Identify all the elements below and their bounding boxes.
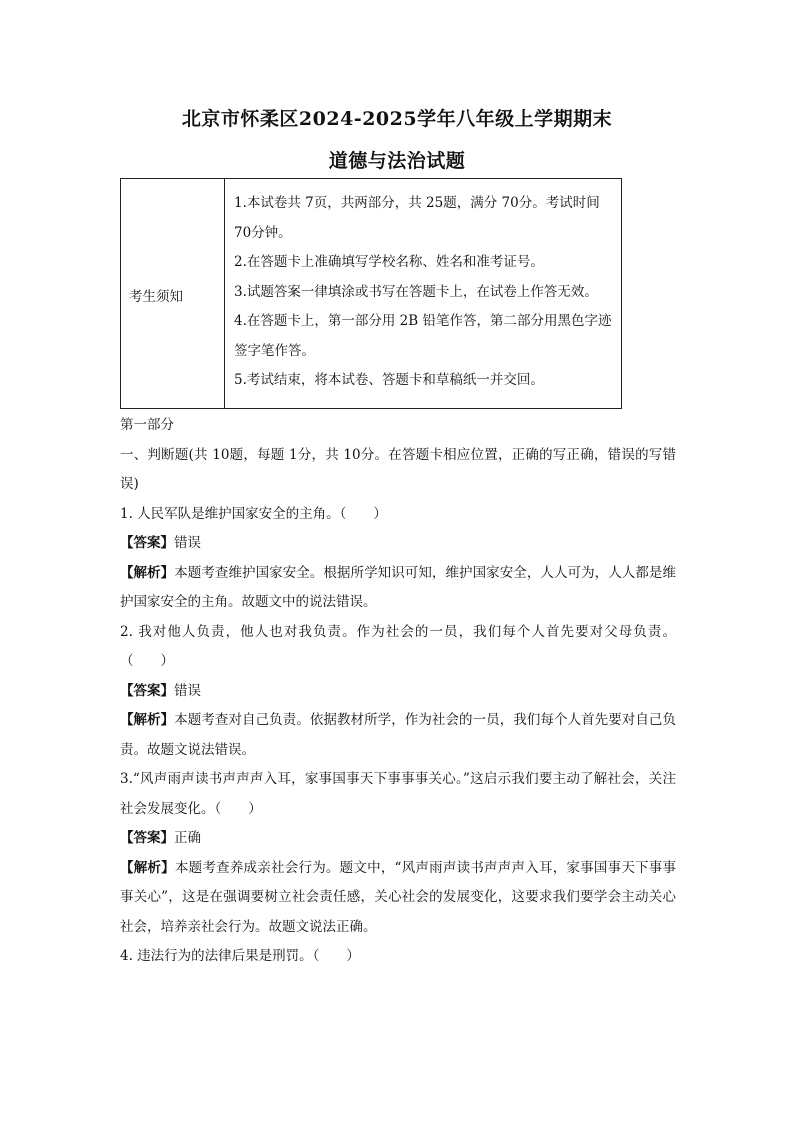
analysis-line bbox=[120, 854, 676, 943]
answer-line bbox=[120, 677, 676, 707]
answer-value: 错误 bbox=[174, 535, 201, 551]
notice-item: 1.本试卷共 7页，共两部分，共 25题，满分 70分。考试时间 70分钟。 bbox=[234, 195, 600, 241]
analysis-label: 【解析】 bbox=[120, 564, 175, 581]
answer-label: 【答案】 bbox=[120, 682, 174, 699]
analysis-line bbox=[120, 706, 676, 765]
answer-value: 正确 bbox=[174, 830, 201, 846]
section-intro: 一、判断题(共 10题，每题 1分，共 10分。在答题卡相应位置，正确的写正确，错误的写错误) bbox=[120, 446, 676, 492]
exam-title: 北京市怀柔区2024-2025学年八年级上学期期末 bbox=[181, 108, 613, 130]
notice-item: 4.在答题卡上，第一部分用 2B 铅笔作答，第二部分用黑色字迹签字笔作答。 bbox=[234, 313, 612, 359]
exam-subject-title: 道德与法治试题 bbox=[328, 150, 466, 172]
analysis-text: 本题考查对自己负责。依据教材所学，作为社会的一员，我们每个人首先要对自己负责。故题文说法错误。 bbox=[120, 712, 676, 758]
analysis-label: 【解析】 bbox=[120, 712, 175, 728]
exam-content bbox=[120, 411, 676, 972]
notice-items bbox=[234, 189, 620, 396]
answer-value: 错误 bbox=[174, 682, 201, 699]
question-stem: 3.“风声雨声读书声声声入耳，家事国事天下事事事关心。”这启示我们要主动了解社会，关注社会发展变化。（ ） bbox=[120, 771, 676, 817]
notice-item: 2.在答题卡上准确填写学校名称、姓名和准考证号。 bbox=[234, 254, 544, 270]
notice-item: 5.考试结束，将本试卷、答题卡和草稿纸一并交回。 bbox=[234, 372, 544, 388]
answer-label: 【答案】 bbox=[120, 535, 174, 551]
question-stem: 4. 违法行为的法律后果是刑罚。（ ） bbox=[120, 948, 360, 964]
part-heading: 第一部分 bbox=[120, 417, 174, 433]
notice-item: 3.试题答案一律填涂或书写在答题卡上，在试卷上作答无效。 bbox=[234, 283, 598, 300]
question-stem: 1. 人民军队是维护国家安全的主角。（ ） bbox=[120, 505, 387, 522]
analysis-line bbox=[120, 559, 676, 618]
question-stem: 2. 我对他人负责，他人也对我负责。作为社会的一员，我们每个人首先要对父母负责。（ ） bbox=[120, 623, 676, 669]
answer-label: 【答案】 bbox=[120, 830, 174, 846]
notice-label-cell bbox=[121, 179, 225, 408]
analysis-text: 本题考查养成亲社会行为。题文中，“风声雨声读书声声声入耳，家事国事天下事事事关心”，这是在强调要树立社会责任感，关心社会的发展变化，这要求我们要学会主动关心社会，培养亲社会行为。故题文说法正确。 bbox=[120, 859, 677, 935]
analysis-label: 【解析】 bbox=[120, 859, 175, 876]
notice-label: 考生须知 bbox=[129, 289, 183, 305]
answer-line bbox=[120, 824, 676, 854]
analysis-text: 本题考查维护国家安全。根据所学知识可知，维护国家安全，人人可为，人人都是维护国家安全的主角。故题文中的说法错误。 bbox=[120, 564, 676, 610]
candidate-notice-table bbox=[120, 178, 622, 409]
answer-line bbox=[120, 529, 676, 559]
